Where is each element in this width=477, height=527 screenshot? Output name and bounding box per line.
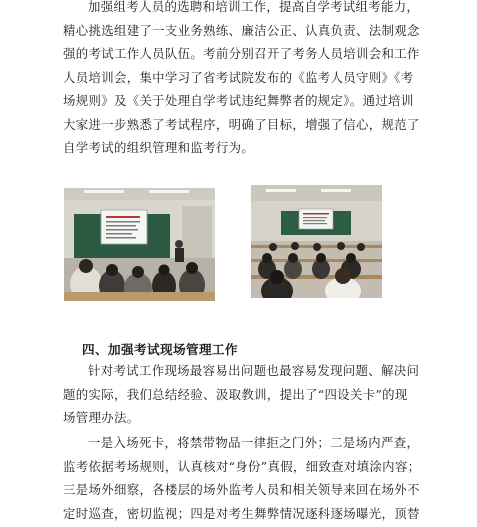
text-line: 题的实际，我们总结经验、汲取教训，提出了“四设关卡”的现 (63, 386, 408, 402)
paragraph-four-checkpoints (63, 431, 446, 525)
text-line: 监考依据考场规则，认真核对“身份”真假，细致查对填涂内容； (63, 458, 421, 474)
paragraph-exam-staff-training (63, 0, 446, 160)
text-line: 强的考试工作人员队伍。考前分别召开了考务人员培训会和工作 (63, 46, 420, 61)
text-line: 三是场外细察，各楼层的场外监考人员和相关领导来回在场外不 (63, 482, 420, 497)
text-line: 场规则》及《关于处理自学考试违纪舞弊者的规定》。通过培训 (63, 93, 414, 108)
training-photo-left (64, 188, 215, 301)
paragraph-onsite-management (63, 359, 446, 430)
training-photo-right (251, 185, 382, 298)
section-heading: 四、加强考试现场管理工作 (82, 342, 238, 357)
text-line: 场管理办法。 (63, 410, 140, 425)
text-line: 定时巡查，密切监视；四是对考生舞弊情况逐科逐场曝光，顶替 (63, 505, 420, 521)
text-line: 自学考试的组织管理和监考行为。 (63, 140, 255, 155)
text-line: 人员培训会，集中学习了省考试院发布的《监考人员守则》《考 (63, 69, 414, 85)
text-line: 精心挑选组建了一支业务熟练、廉洁公正、认真负责、法制观念 (63, 22, 420, 38)
text-line: 大家进一步熟悉了考试程序，明确了目标，增强了信心，规范了 (63, 116, 420, 132)
text-line: 针对考试工作现场最容易出问题也最容易发现问题、解决问 (88, 363, 420, 378)
text-line: 加强组考人员的选聘和培训工作，提高自学考试组考能力， (88, 0, 420, 14)
text-line: 一是入场死卡，将禁带物品一律拒之门外；二是场内严查， (88, 435, 420, 450)
